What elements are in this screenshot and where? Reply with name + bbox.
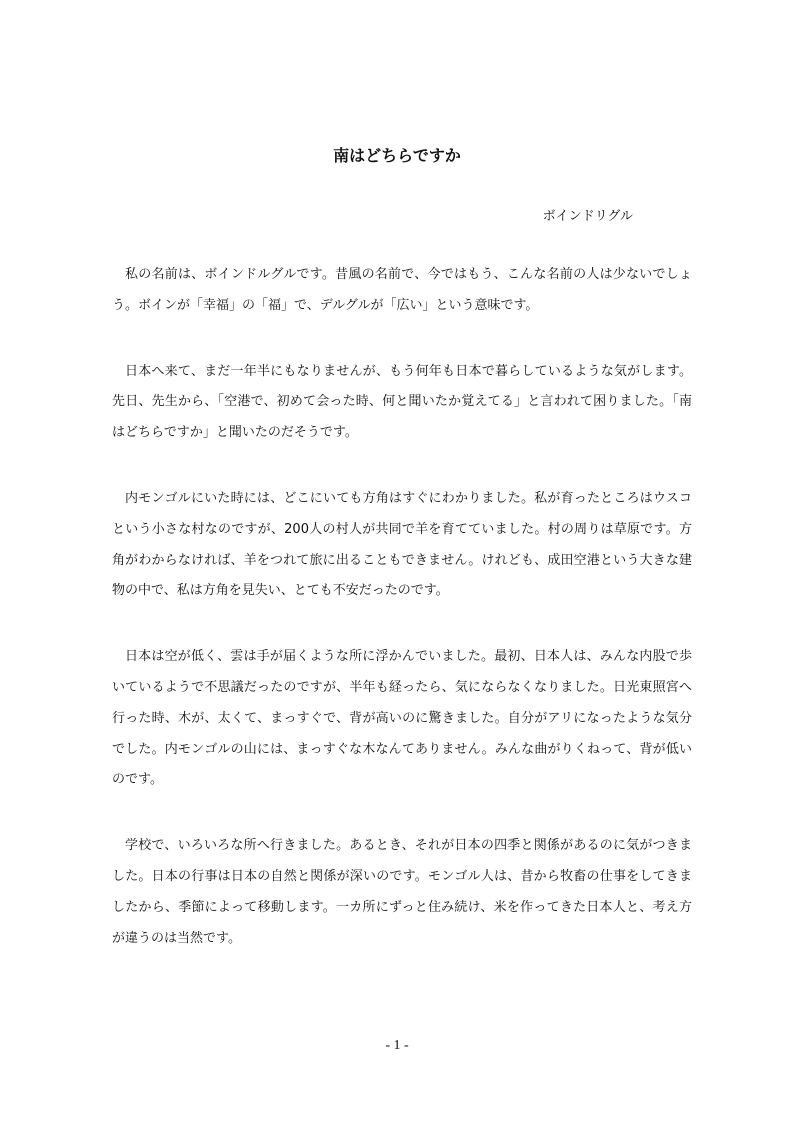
paragraph-4: 日本は空が低く、雲は手が届くような所に浮かんでいました。最初、日本人は、みんな内股で歩いているようで不思議だったのですが、半年も経ったら、気にならなくなりました。日光東照宮へ行った時、木が、太くて、まっすぐで、背が高いのに驚きました。自分がアリになったような気分でした。内モンゴルの山には、まっすぐな木なんてありません。みんな曲がりくねって、背が低いのです。 xyxy=(112,649,692,788)
paragraph-3: 内モンゴルにいた時には、どこにいても方角はすぐにわかりました。私が育ったところはウスコという小さな村なのですが、200人の村人が共同で羊を育てていました。村の周りは草原です。方角がわからなければ、羊をつれて旅に出ることもできません。けれども、成田空港という大きな建物の中で、私は方角を見失い、とても不安だったのです。 xyxy=(112,490,692,599)
document-title: 南はどちらですか xyxy=(333,146,461,165)
paragraph-1: 私の名前は、ボインドルグルです。昔風の名前で、今ではもう、こんな名前の人は少ないでしょう。ボインが「幸福」の「福」で、デルグルが「広い」という意味です。 xyxy=(112,267,692,313)
author-name: ボインドリグル xyxy=(542,209,633,224)
paragraph-2: 日本へ来て、まだ一年半にもなりませんが、もう何年も日本で暮らしているような気がします。先日、先生から、「空港で、初めて会った時、何と聞いたか覚えてる」と言われて困りました。「南はどちらですか」と聞いたのだそうです。 xyxy=(112,363,692,441)
document-body xyxy=(112,260,692,989)
page-number: - 1 - xyxy=(385,1038,409,1053)
paragraph-5: 学校で、いろいろな所へ行きました。あるとき、それが日本の四季と関係があるのに気がつきました。日本の行事は日本の自然と関係が深いのです。モンゴル人は、昔から牧畜の仕事をしてきましたから、季節によって移動します。一カ所にずっと住み続け、米を作ってきた日本人と、考え方が違うのは当然です。 xyxy=(112,838,692,946)
